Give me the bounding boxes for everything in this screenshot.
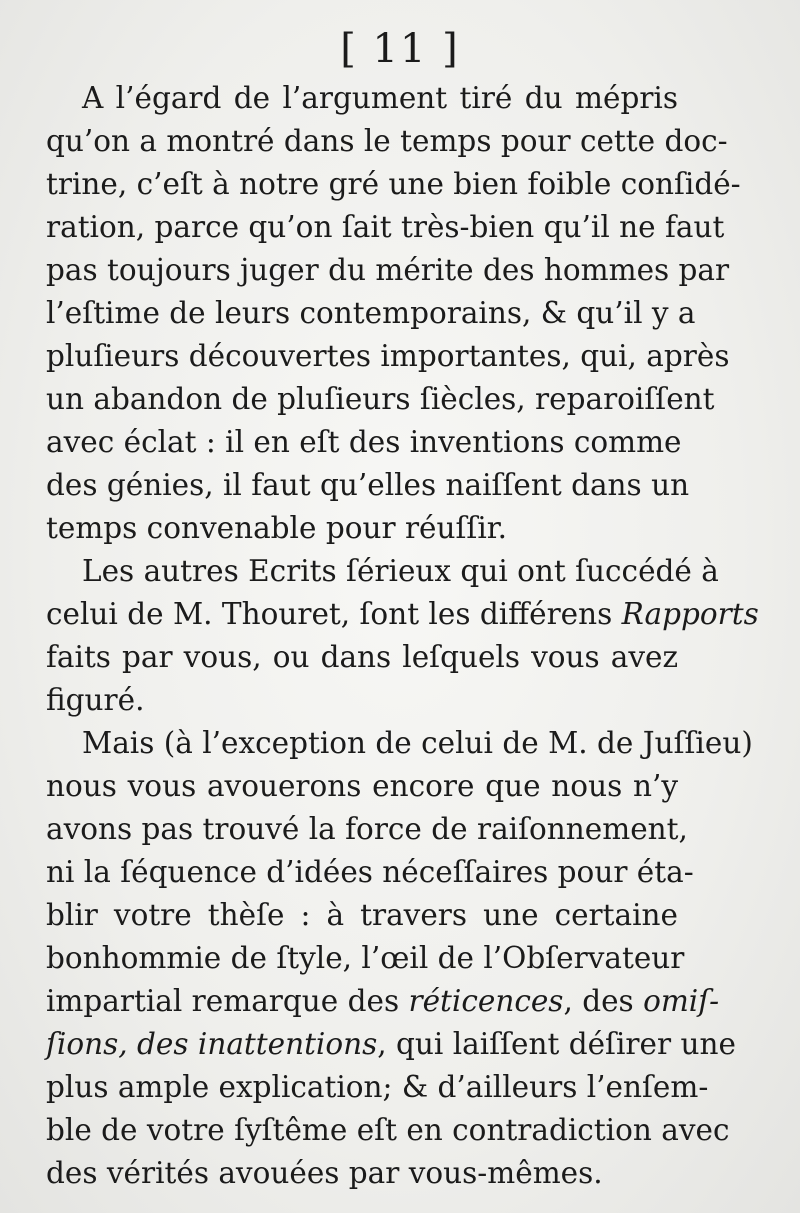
text-line: trine, c’eſt à notre gré une bien foible conſidé- bbox=[46, 167, 741, 201]
italic-word: ſions, des bbox=[46, 1027, 189, 1061]
text-line: figuré. bbox=[46, 683, 145, 717]
text-line: ble de votre ſyſtême eſt en contradiction avec bbox=[46, 1113, 730, 1147]
text-line: A l’égard de l’argument tiré du mépris bbox=[82, 81, 678, 115]
text-fragment: celui de M. Thouret, ſont les différens bbox=[46, 597, 613, 631]
page-number: [ 11 ] bbox=[340, 26, 460, 72]
italic-word: réticences bbox=[408, 984, 564, 1018]
text-line: plus ample explication; & d’ailleurs l’enſem- bbox=[46, 1070, 709, 1104]
text-line: blir votre thèſe : à travers une certaine bbox=[46, 898, 678, 932]
text-line: qu’on a montré dans le temps pour cette doc- bbox=[46, 124, 728, 158]
text-line: un abandon de pluſieurs ſiècles, reparoiſſent bbox=[46, 382, 715, 416]
text-line: des vérités avouées par vous-mêmes. bbox=[46, 1156, 603, 1190]
text-line: l’eſtime de leurs contemporains, & qu’il y a bbox=[46, 296, 696, 330]
text-line: impartial remarque des réticences, des omiſ- bbox=[46, 984, 720, 1018]
text-fragment: , qui laiſſent déſirer une bbox=[377, 1027, 736, 1061]
text-line: des génies, il faut qu’elles naiſſent dans un bbox=[46, 468, 690, 502]
text-line: nous vous avouerons encore que nous n’y bbox=[46, 769, 678, 803]
text-line: ni la ſéquence d’idées néceſſaires pour éta- bbox=[46, 855, 694, 889]
text-line: faits par vous, ou dans leſquels vous avez bbox=[46, 640, 678, 674]
text-line: pluſieurs découvertes importantes, qui, après bbox=[46, 339, 730, 373]
italic-word: inattentions bbox=[197, 1027, 378, 1061]
italic-word: Rapports bbox=[621, 597, 759, 631]
text-line: ration, parce qu’on ſait très-bien qu’il ne faut bbox=[46, 210, 725, 244]
text-fragment: des bbox=[582, 984, 634, 1018]
text-line: pas toujours juger du mérite des hommes par bbox=[46, 253, 730, 287]
italic-word: omiſ- bbox=[643, 984, 720, 1018]
text-line: avec éclat : il en eſt des inventions comme bbox=[46, 425, 682, 459]
text-line: Mais (à l’exception de celui de M. de Juſſieu) bbox=[82, 726, 753, 760]
text-line: Les autres Ecrits ſérieux qui ont ſuccédé à bbox=[82, 554, 719, 588]
text-line: avons pas trouvé la force de raiſonnement, bbox=[46, 812, 688, 846]
text-fragment: impartial remarque des bbox=[46, 984, 400, 1018]
text-line: bonhommie de ſtyle, l’œil de l’Obſervateur bbox=[46, 941, 685, 975]
text-line: temps convenable pour réuſſir. bbox=[46, 511, 508, 545]
